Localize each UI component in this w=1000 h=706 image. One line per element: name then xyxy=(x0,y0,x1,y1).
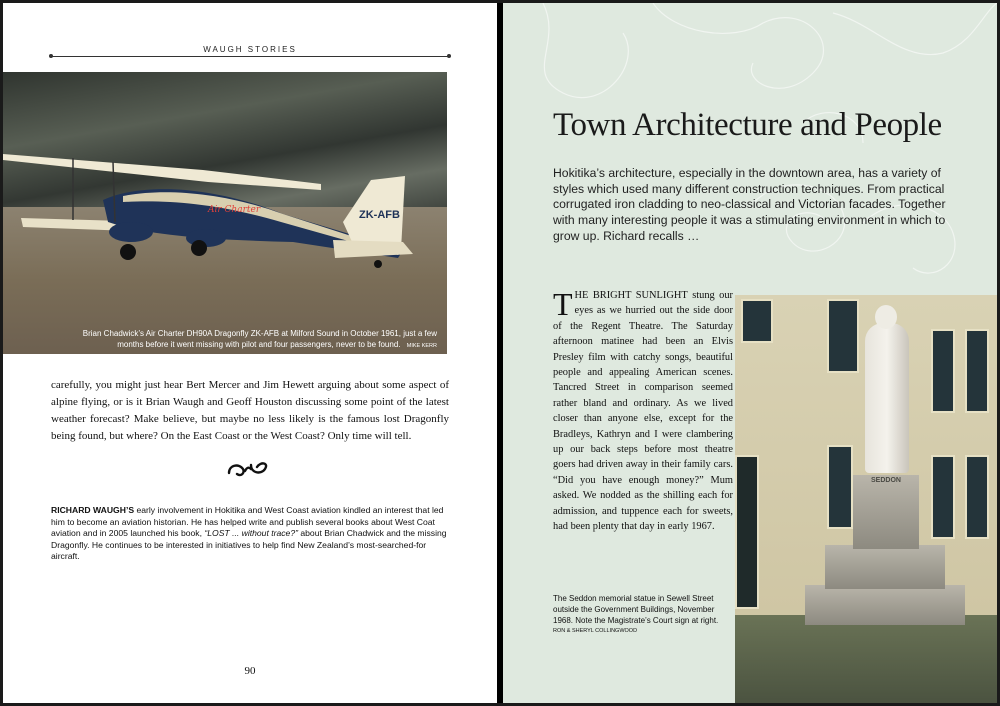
seddon-statue-photo xyxy=(735,295,997,703)
dragonfly-aircraft-photo xyxy=(3,72,447,354)
aircraft-photo-caption xyxy=(63,328,437,352)
left-body-paragraph: carefully, you might just hear Bert Mercer and Jim Hewett arguing about some aspect of alpine flying, or is it Brian Waugh and Geoff Houston discussing some point of the latest weather forecast? Make believe, but maybe no less likely is the famous lost Dragonfly being found, but where? On the East Coast or the West Coast? Only time will tell. xyxy=(51,379,449,442)
plane-tailplane xyxy=(333,240,413,258)
seddon-statue-figure xyxy=(865,323,909,473)
building-window xyxy=(931,455,955,539)
author-bio-text: early involvement in Hokitika and West Coast aviation kindled an interest that led him to become an aviation historian. He has helped write and publish several books about West Coat aviation and in 2005 launched his book, xyxy=(51,505,444,538)
statue-head xyxy=(875,305,897,329)
story-text: stung our eyes as we hurried out the side door of the Regent Theatre. The Saturday afternoon matinee had been an Elvis Presley film with catchy songs, beautiful people and appealing American scenes. Tancred Street in comparison seemed rather bland and ordinary. As we lived closer than anyone else, except for the Bradleys, Kathryn and I were clambering up our back steps before most theatre goers had driven away in their family cars. “Did you have enough money?” Mum asked. We nodded as the shilling each for admission, and tuppence each for sweets, had been plenty that day in early 1967. xyxy=(553,290,734,533)
building-window xyxy=(827,299,859,373)
fleuron-ornament-icon xyxy=(203,459,297,485)
plane-nose-script: Air Charter xyxy=(208,205,261,215)
photo-lawn xyxy=(735,615,997,703)
drop-cap: T xyxy=(553,286,573,322)
building-window xyxy=(965,455,989,539)
author-bio-lead: RICHARD WAUGH’S xyxy=(51,505,135,515)
building-window xyxy=(931,329,955,413)
statue-pedestal-label: SEDDON xyxy=(871,477,901,484)
plane-tail-wheel xyxy=(374,260,382,268)
author-bio xyxy=(51,505,449,563)
story-column xyxy=(553,288,733,535)
dragonfly-aircraft-illustration xyxy=(3,72,447,354)
right-page xyxy=(503,3,997,703)
fleuron-svg xyxy=(225,459,275,479)
statue-photo-credit: RON & SHERYL COLLINGWOOD xyxy=(553,628,638,634)
aircraft-photo-credit: MIKE KERR xyxy=(406,343,437,349)
plane-wheel-right xyxy=(191,240,207,256)
left-page xyxy=(3,3,497,703)
statue-pedestal xyxy=(853,475,919,549)
running-head: WAUGH STORIES xyxy=(203,45,297,54)
author-bio-book-title: “LOST ... without trace?” xyxy=(204,528,298,538)
statue-plinth xyxy=(825,545,945,589)
plane-engine-left xyxy=(109,222,153,242)
chapter-intro: Hokitika’s architecture, especially in the downtown area, has a variety of styles which used many different construction techniques. From practical corrugated iron cladding to neo-classical and Victorian facades. Together with many interesting people it was a stimulating environment in which to grow up. Richard recalls … xyxy=(553,166,946,243)
building-window xyxy=(965,329,989,413)
statue-caption-text: The Seddon memorial statue in Sewell Street outside the Government Buildings, November 1968. Note the Magistrate’s Court sign at right. xyxy=(553,594,719,625)
chapter-title: Town Architecture and People xyxy=(553,107,942,143)
statue-photo-caption xyxy=(553,593,733,637)
plane-upper-wing xyxy=(3,154,321,190)
author-bio-text-end: about Brian Chadwick and the missing Dragonfly. He continues to be interested in initiatives to help find New Zealand’s most-searched-for aircraft. xyxy=(51,528,447,561)
story-smallcaps-lead: HE BRIGHT SUNLIGHT xyxy=(574,290,688,301)
building-doorway xyxy=(735,455,759,609)
plane-wheel-left xyxy=(120,244,136,260)
plane-registration: ZK-AFB xyxy=(359,209,400,221)
aircraft-caption-text: Brian Chadwick’s Air Charter DH90A Dragonfly ZK-AFB at Milford Sound in October 1961, just a few months before it went missing with pilot and four passengers, never to be found. xyxy=(82,329,437,349)
decorative-swirls xyxy=(503,3,997,303)
page-number: 90 xyxy=(244,665,256,677)
building-window xyxy=(741,299,773,343)
statue-base-step xyxy=(805,585,965,625)
running-head-rule xyxy=(51,56,449,57)
building-window xyxy=(827,445,853,529)
